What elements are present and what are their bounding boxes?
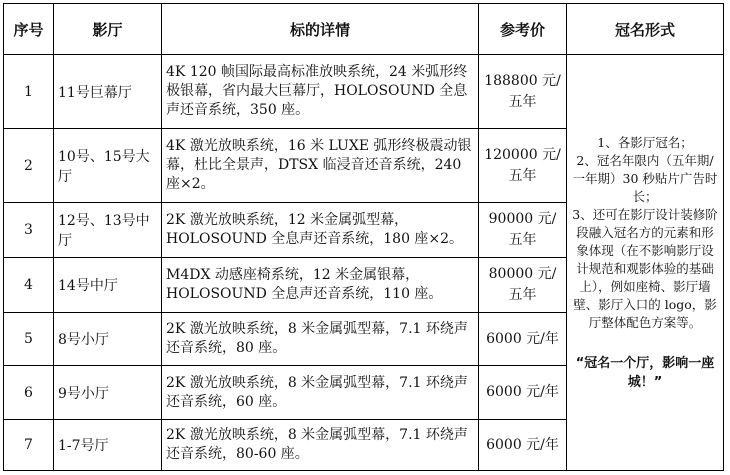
row-price: 120000 元/五年 <box>479 129 567 203</box>
row-index: 1 <box>4 55 54 129</box>
row-price: 6000 元/年 <box>479 366 567 420</box>
row-index: 3 <box>4 203 54 258</box>
row-index: 6 <box>4 366 54 420</box>
row-hall: 11号巨幕厅 <box>54 55 162 129</box>
row-index: 5 <box>4 313 54 366</box>
row-details: M4DX 动感座椅系统，12 米金属银幕，HOLOSOUND 全息声还音系统，110 座。 <box>162 258 479 313</box>
row-hall: 1-7号厅 <box>54 420 162 471</box>
sponsorship-form-cell <box>567 55 724 471</box>
header-row <box>4 4 724 55</box>
row-details: 2K 激光放映系统，8 米金属弧型幕，7.1 环绕声还音系统，80 座。 <box>162 313 479 366</box>
row-price: 6000 元/年 <box>479 313 567 366</box>
row-hall: 9号小厅 <box>54 366 162 420</box>
row-hall: 8号小厅 <box>54 313 162 366</box>
row-hall: 14号中厅 <box>54 258 162 313</box>
form-item-1: 1、各影厅冠名； <box>597 134 693 150</box>
row-price: 90000 元/五年 <box>479 203 567 258</box>
row-details: 2K 激光放映系统，8 米金属弧型幕，7.1 环绕声还音系统，60 座。 <box>162 366 479 420</box>
row-hall: 12号、13号中厅 <box>54 203 162 258</box>
row-price: 188800 元/五年 <box>479 55 567 129</box>
table-row <box>4 55 724 129</box>
row-details: 4K 120 帧国际最高标准放映系统，24 米弧形终极银幕，省内最大巨幕厅，HOLOSOUND 全息声还音系统，350 座。 <box>162 55 479 129</box>
header-form: 冠名形式 <box>567 4 724 55</box>
row-index: 4 <box>4 258 54 313</box>
row-hall: 10号、15号大厅 <box>54 129 162 203</box>
form-item-2: 2、冠名年限内（五年期/一年期）30 秒贴片广告时长； <box>572 152 718 204</box>
header-index: 序号 <box>4 4 54 55</box>
row-details: 2K 激光放映系统，12 米金属弧型幕，HOLOSOUND 全息声还音系统，180 座×2。 <box>162 203 479 258</box>
row-details: 4K 激光放映系统，16 米 LUXE 弧形终极震动银幕，杜比全景声，DTSX 临浸音还音系统，240 座×2。 <box>162 129 479 203</box>
sponsorship-table <box>3 3 724 471</box>
row-index: 2 <box>4 129 54 203</box>
row-details: 2K 激光放映系统，8 米金属弧型幕，7.1 环绕声还音系统，80-60 座。 <box>162 420 479 471</box>
row-price: 80000 元/五年 <box>479 258 567 313</box>
header-price: 参考价 <box>479 4 567 55</box>
header-details: 标的详情 <box>162 4 479 55</box>
form-item-3: 3、还可在影厅设计装修阶段融入冠名方的元素和形象体现（在不影响影厅设计规范和观影体验的基础上），例如座椅、影厅墙壁、影厅入口的 logo，影厅整体配色方案等。 <box>572 206 718 330</box>
form-slogan: “冠名一个厅，影响一座城！” <box>575 355 715 390</box>
row-price: 6000 元/年 <box>479 420 567 471</box>
row-index: 7 <box>4 420 54 471</box>
header-hall: 影厅 <box>54 4 162 55</box>
